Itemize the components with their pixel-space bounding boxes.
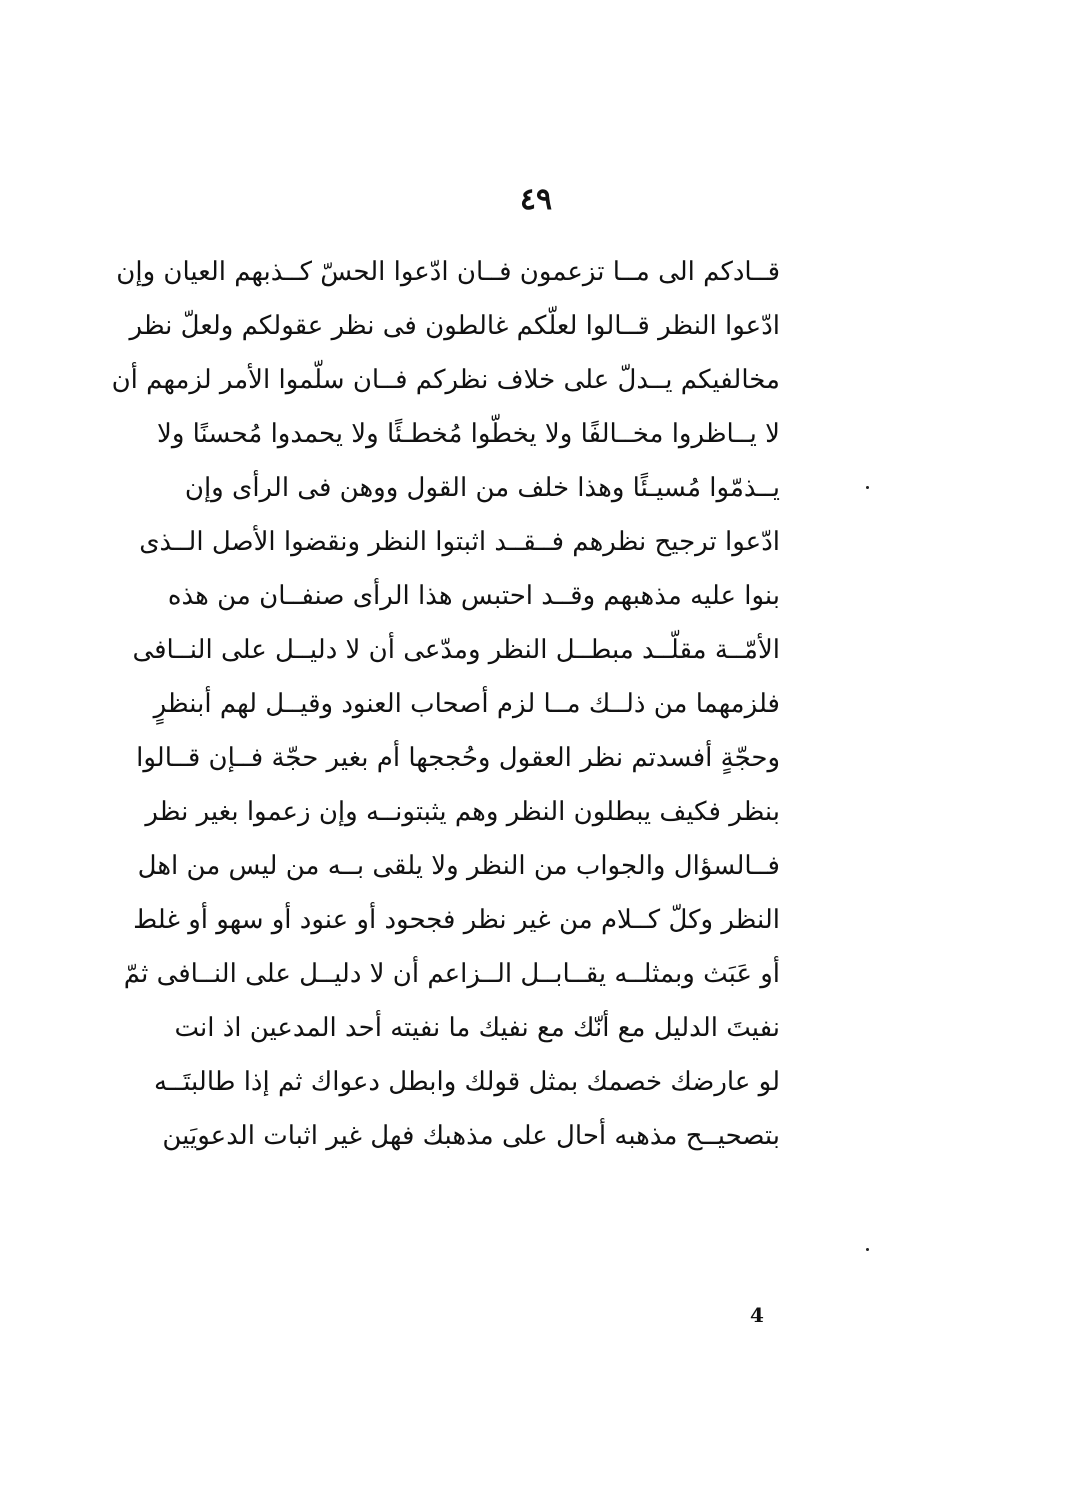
body-text xyxy=(111,245,780,1163)
text-line: أو عَبَث وبمثلــه يقــابــل الــزاعم أن لا دليــل على النــافى ثمّ xyxy=(123,959,780,989)
signature-mark: 4 xyxy=(750,1303,764,1327)
text-line: نفيتَ الدليل مع أنّك مع نفيك ما نفيته أحد المدعين اذ انت xyxy=(174,1013,780,1043)
text-line: بتصحيــح مذهبه أحال على مذهبك فهل غير اثبات الدعويَين xyxy=(162,1121,780,1151)
margin-dot xyxy=(866,486,869,489)
page-number: ٤٩ xyxy=(519,182,553,217)
margin-dot xyxy=(866,1248,869,1251)
text-line: النظر وكلّ كــلام من غير نظر فجحود أو عنود أو سهو أو غلط xyxy=(133,905,780,935)
text-line: مخالفيكم يــدلّ على خلاف نظركم فــان سلّموا الأمر لزمهم أن xyxy=(111,365,780,395)
text-line: وحجّةٍ أفسدتم نظر العقول وحُججها أم بغير حجّة فــإن قــالوا xyxy=(136,743,780,773)
text-line: الأمّــة مقلّــد مبطــل النظر ومدّعى أن لا دليــل على النــافى xyxy=(132,635,780,665)
text-line: قــادكم الى مــا تزعمون فــان ادّعوا الحسّ كــذبهم العيان وإن xyxy=(116,257,780,287)
text-line: فلزمهما من ذلــك مــا لزم أصحاب العنود وقيــل لهم أبنظرٍ xyxy=(153,689,780,719)
text-line: فــالسؤال والجواب من النظر ولا يلقى بــه من ليس من اهل xyxy=(137,851,780,881)
text-line: لو عارضك خصمك بمثل قولك وابطل دعواك ثم إذا طالبتَــه xyxy=(154,1067,780,1097)
text-line: ادّعوا النظر قــالوا لعلّكم غالطون فى نظر عقولكم ولعلّ نظر xyxy=(129,311,780,341)
text-line: بنظر فكيف يبطلون النظر وهم يثبتونــه وإن زعموا بغير نظر xyxy=(145,797,780,827)
text-line: يــذمّوا مُسيـئًا وهذا خلف من القول ووهن فى الرأى وإن xyxy=(184,473,780,503)
text-line: ادّعوا ترجيح نظرهم فــقــد اثبتوا النظر ونقضوا الأصل الــذى xyxy=(139,527,780,557)
text-line: بنوا عليه مذهبهم وقــد احتبس هذا الرأى صنفــان من هذه xyxy=(167,581,780,611)
text-line: لا يــاظروا مخــالفًا ولا يخطّوا مُخطـئًا ولا يحمدوا مُحسنًا ولا xyxy=(156,419,780,449)
